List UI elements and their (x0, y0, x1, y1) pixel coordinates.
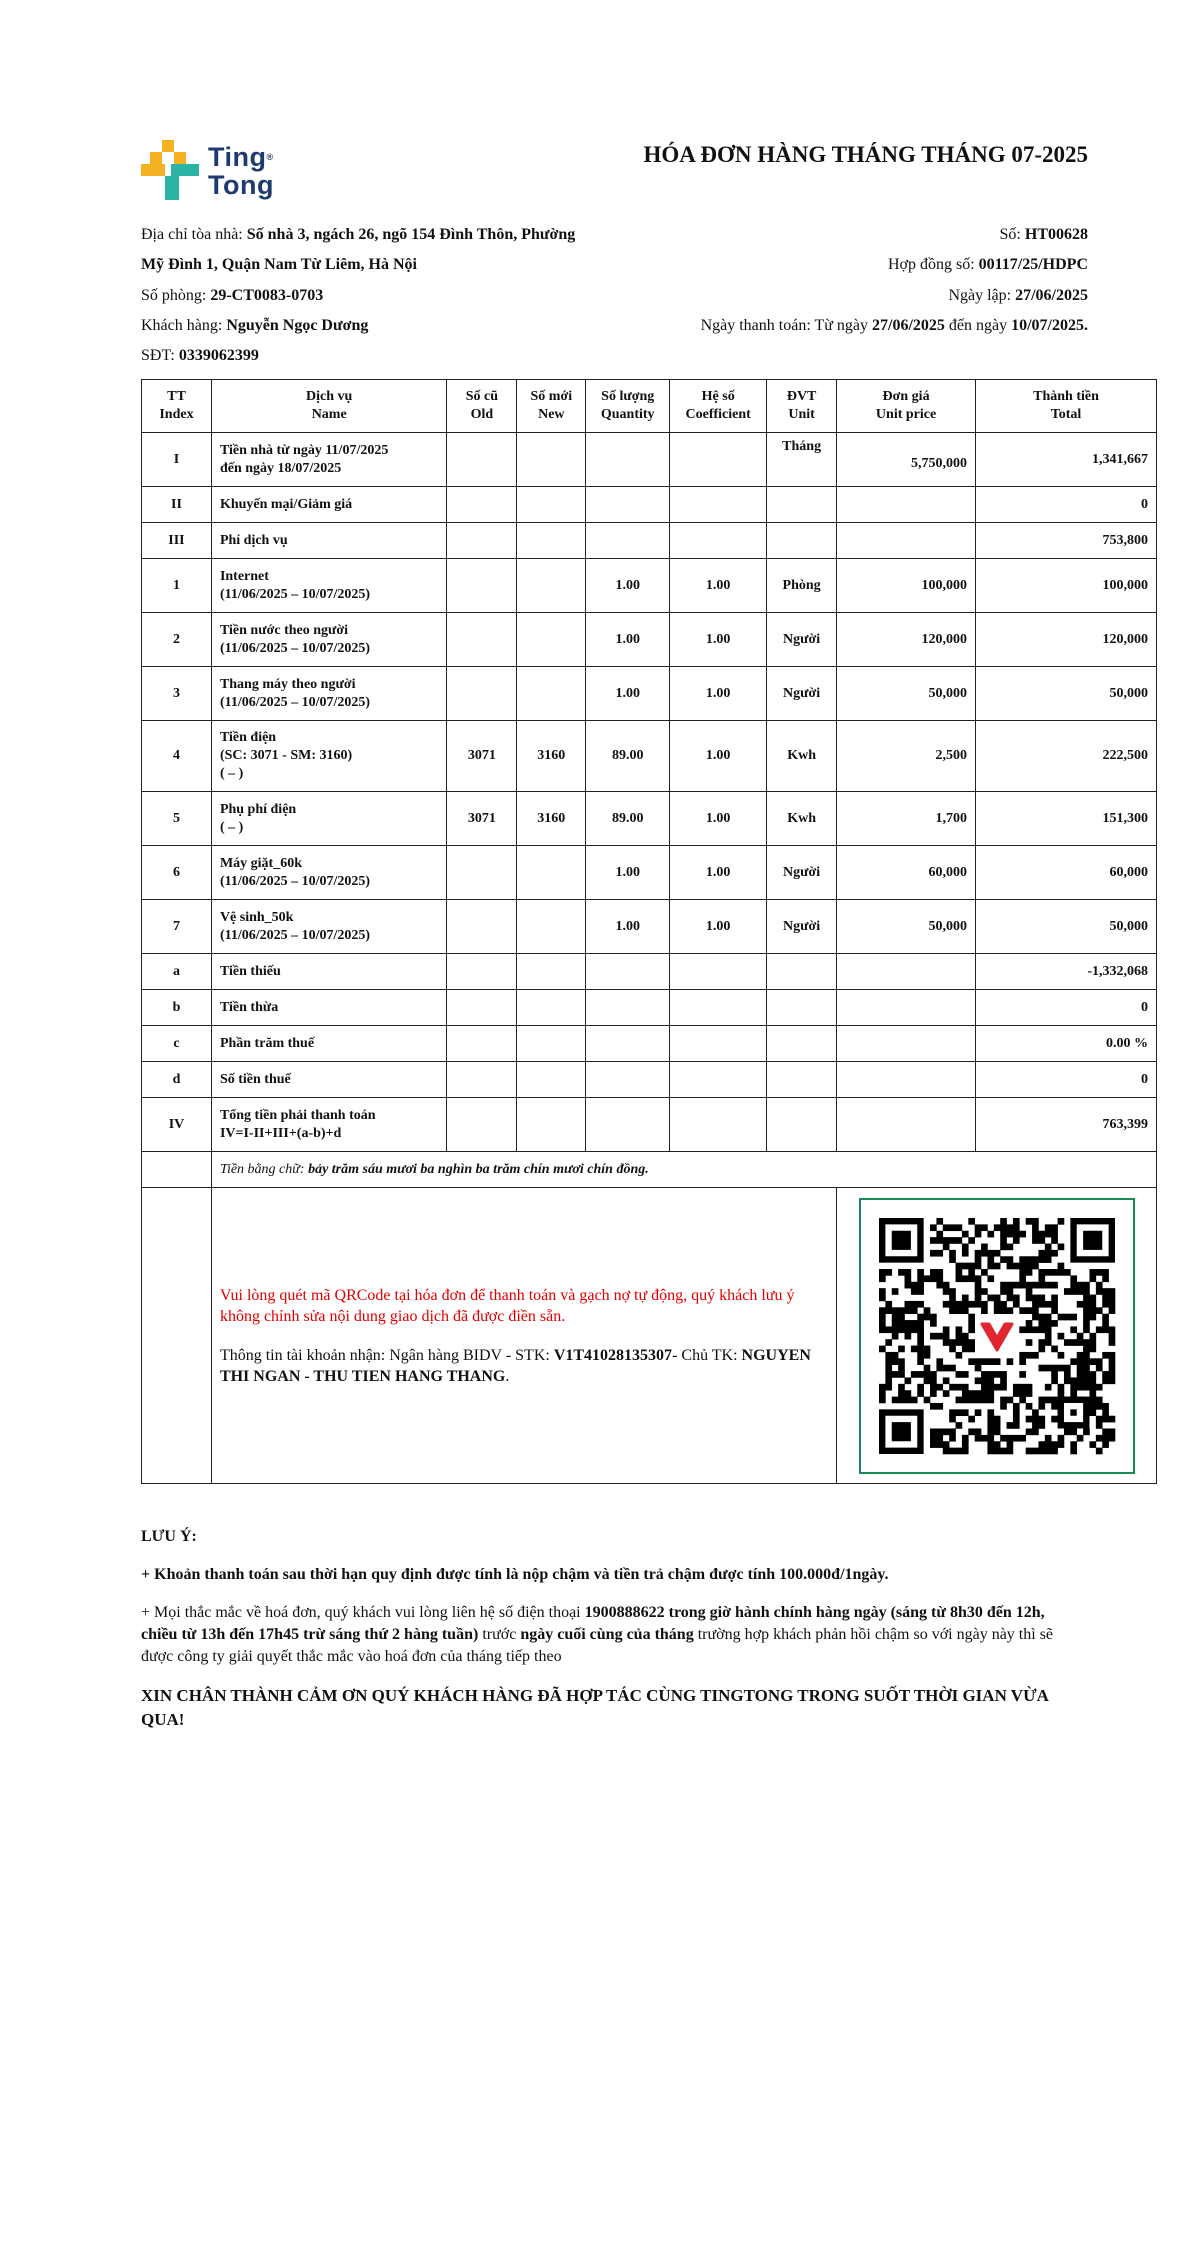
cell-old (447, 954, 517, 990)
cell-total: 222,500 (976, 721, 1157, 792)
table-row (142, 990, 1157, 1026)
column-header-label-en: Coefficient (685, 407, 751, 422)
column-header (211, 380, 447, 433)
customer-label: Khách hàng: (141, 317, 227, 334)
logo-reg: ® (266, 152, 274, 162)
table-row (142, 954, 1157, 990)
cell-name (211, 900, 447, 954)
service-name-line: Phần trăm thuế (219, 1035, 315, 1051)
cell-new (517, 613, 586, 667)
cell-idx: II (142, 487, 212, 523)
cell-total: 100,000 (976, 559, 1157, 613)
words-label: Tiền bằng chữ: (219, 1161, 309, 1177)
service-name-line: Khuyến mại/Giảm giá (219, 496, 353, 512)
phone-line (141, 346, 259, 366)
cell-unit: Tháng (767, 433, 837, 487)
cell-unit: Người (767, 667, 837, 721)
cell-idx: c (142, 1026, 212, 1062)
cell-old (447, 433, 517, 487)
cell-qty (586, 990, 670, 1026)
created-date-value: 27/06/2025 (1015, 287, 1088, 304)
table-row (142, 900, 1157, 954)
cell-coef (670, 954, 767, 990)
cell-price (837, 1098, 976, 1152)
cell-price: 50,000 (837, 900, 976, 954)
address-line-2 (141, 255, 417, 275)
column-header (767, 380, 837, 433)
notes-section (141, 1526, 1061, 1732)
contact-hours: 1900888622 trong giờ hành chính hàng ngày (sáng từ 8h30 đến 12h, chiều từ 13h đến 17h45 trừ sáng thứ 2 hàng tuần) (141, 1604, 1045, 1643)
cell-old (447, 1062, 517, 1098)
contract-label: Hợp đồng số: (887, 256, 979, 273)
column-header-label: Số lượng (601, 389, 655, 404)
cell-total: 0.00 % (976, 1026, 1157, 1062)
cell-idx: d (142, 1062, 212, 1098)
cell-unit (767, 954, 837, 990)
cell-total: 763,399 (976, 1098, 1157, 1152)
cell-old: 3071 (447, 792, 517, 846)
cell-price (837, 954, 976, 990)
cell-qty (586, 523, 670, 559)
cell-new (517, 1062, 586, 1098)
cell-total: 50,000 (976, 667, 1157, 721)
cell-total: 60,000 (976, 846, 1157, 900)
phone-label: SĐT: (141, 347, 179, 364)
cell-old (447, 487, 517, 523)
invoice-number-value: HT00628 (1024, 226, 1088, 243)
address-value-1: Số nhà 3, ngách 26, ngõ 154 Đình Thôn, Phường (246, 226, 576, 243)
column-header-label-en: Name (311, 407, 347, 422)
cell-total: 0 (976, 487, 1157, 523)
account-owner-name: NGUYEN THI NGAN - THU TIEN HANG THANG (219, 1346, 811, 1385)
service-name-line: đến ngày 18/07/2025 (219, 460, 342, 476)
contact-text-3: trước (478, 1626, 521, 1643)
cell-unit: Người (767, 846, 837, 900)
cell-price (837, 990, 976, 1026)
cell-qty (586, 1062, 670, 1098)
cell-total: -1,332,068 (976, 954, 1157, 990)
payment-period-line (701, 316, 1088, 336)
cell-idx: 4 (142, 721, 212, 792)
cell-price (837, 487, 976, 523)
table-row (142, 1026, 1157, 1062)
qr-code-icon (861, 1200, 1133, 1472)
table-row (142, 559, 1157, 613)
cell-qty: 1.00 (586, 667, 670, 721)
cell-new (517, 523, 586, 559)
service-name-line: Tiền nước theo người (219, 622, 349, 638)
cell-old (447, 613, 517, 667)
column-header-label: ĐVT (786, 389, 817, 404)
cell-name (211, 1098, 447, 1152)
account-prefix: Thông tin tài khoản nhận: Ngân hàng BIDV - STK: (219, 1346, 554, 1364)
cell-name (211, 1026, 447, 1062)
cell-old (447, 900, 517, 954)
account-end: . (505, 1367, 510, 1385)
cell-price (837, 1062, 976, 1098)
cell-price (837, 1026, 976, 1062)
cell-name (211, 523, 447, 559)
table-row (142, 1098, 1157, 1152)
cell-total: 0 (976, 990, 1157, 1026)
cell-old (447, 1026, 517, 1062)
column-header-label-en: Total (1050, 407, 1082, 422)
cell-unit: Phòng (767, 559, 837, 613)
qr-blank-cell (142, 1188, 212, 1484)
table-row (142, 523, 1157, 559)
contract-value: 00117/25/HDPC (978, 256, 1088, 273)
service-name-line: IV=I-II+III+(a-b)+d (219, 1125, 342, 1141)
cell-coef: 1.00 (670, 721, 767, 792)
cell-price (837, 523, 976, 559)
cell-qty (586, 1098, 670, 1152)
cell-idx: 1 (142, 559, 212, 613)
cell-total: 1,341,667 (976, 433, 1157, 487)
cell-new (517, 1098, 586, 1152)
column-header-label-en: New (538, 407, 565, 422)
cell-idx: I (142, 433, 212, 487)
cell-price: 1,700 (837, 792, 976, 846)
payment-to: 10/07/2025. (1011, 317, 1088, 334)
cell-coef (670, 523, 767, 559)
service-name-line: Số tiền thuế (219, 1071, 291, 1087)
cell-idx: 7 (142, 900, 212, 954)
cell-qty: 1.00 (586, 900, 670, 954)
service-name-line: Phụ phí điện (219, 801, 297, 817)
column-header-label: Dịch vụ (306, 389, 353, 404)
table-row (142, 667, 1157, 721)
account-number: V1T41028135307 (553, 1346, 673, 1364)
cell-coef (670, 433, 767, 487)
cell-unit (767, 1062, 837, 1098)
words-blank-cell (142, 1152, 212, 1188)
room-label: Số phòng: (141, 287, 211, 304)
payment-label: Ngày thanh toán: Từ ngày (700, 317, 873, 334)
cell-idx: IV (142, 1098, 212, 1152)
table-row (142, 613, 1157, 667)
table-row (142, 1062, 1157, 1098)
table-row (142, 721, 1157, 792)
cell-qty (586, 487, 670, 523)
cell-qty (586, 954, 670, 990)
account-owner-label: - Chủ TK: (672, 1346, 742, 1364)
late-payment-note: + Khoản thanh toán sau thời hạn quy định được tính là nộp chậm và tiền trả chậm được tính 100.000đ/1ngày. (141, 1566, 889, 1583)
cell-coef (670, 487, 767, 523)
cell-name (211, 792, 447, 846)
cell-idx: 6 (142, 846, 212, 900)
payment-qr-row (142, 1188, 1157, 1484)
column-header-label-en: Index (159, 407, 194, 422)
customer-line (141, 316, 368, 336)
service-name-line: (SC: 3071 - SM: 3160) (219, 748, 353, 763)
room-line (141, 286, 323, 306)
service-name-line: Tiền thiếu (219, 963, 281, 979)
column-header-label: Hệ số (701, 389, 735, 404)
created-date-label: Ngày lập: (948, 287, 1016, 304)
table-header-row (142, 380, 1157, 433)
column-header (670, 380, 767, 433)
cell-price: 100,000 (837, 559, 976, 613)
service-name-line: ( – ) (219, 766, 244, 781)
amount-in-words-row (142, 1152, 1157, 1188)
cell-name (211, 1062, 447, 1098)
contact-text-1: + Mọi thắc mắc về hoá đơn, quý khách vui lòng liên hệ số điện thoại (141, 1604, 585, 1621)
column-header-label-en: Unit (788, 407, 815, 422)
service-name-line: Internet (219, 568, 269, 584)
cell-old (447, 559, 517, 613)
cell-total: 151,300 (976, 792, 1157, 846)
cell-qty (586, 1026, 670, 1062)
table-row (142, 792, 1157, 846)
cell-coef (670, 1098, 767, 1152)
service-name-line: ( – ) (219, 819, 244, 835)
cell-name (211, 721, 447, 792)
cell-old (447, 523, 517, 559)
column-header (517, 380, 586, 433)
invoice-title: HÓA ĐƠN HÀNG THÁNG THÁNG 07-2025 (643, 142, 1088, 167)
customer-value: Nguyễn Ngọc Dương (226, 317, 369, 334)
service-name-line: Tiền nhà từ ngày 11/07/2025 (219, 442, 389, 458)
address-label: Địa chỉ tòa nhà: (141, 226, 247, 243)
created-date-line (948, 286, 1088, 306)
cell-coef (670, 1062, 767, 1098)
invoice-number-label: Số: (999, 226, 1025, 243)
address-line-1 (141, 225, 575, 245)
logo-text-ting: Ting (208, 142, 267, 172)
cell-unit: Kwh (767, 792, 837, 846)
payment-mid: đến ngày (944, 317, 1012, 334)
cell-idx: III (142, 523, 212, 559)
cell-price: 2,500 (837, 721, 976, 792)
contract-line (888, 255, 1088, 275)
cell-idx: 2 (142, 613, 212, 667)
column-header (976, 380, 1157, 433)
cell-coef: 1.00 (670, 792, 767, 846)
table-row (142, 433, 1157, 487)
cell-coef (670, 990, 767, 1026)
cell-new (517, 990, 586, 1026)
cell-new (517, 667, 586, 721)
cell-idx: b (142, 990, 212, 1026)
cell-unit (767, 990, 837, 1026)
cell-total: 0 (976, 1062, 1157, 1098)
address-value-2: Mỹ Đình 1, Quận Nam Từ Liêm, Hà Nội (141, 256, 417, 273)
cell-qty: 89.00 (586, 792, 670, 846)
contact-note (141, 1602, 1061, 1668)
cell-coef: 1.00 (670, 900, 767, 954)
column-header-label: Số cũ (465, 389, 499, 404)
cell-qty: 1.00 (586, 559, 670, 613)
payment-from: 27/06/2025 (872, 317, 945, 334)
column-header-label-en: Quantity (600, 407, 655, 422)
cell-new (517, 900, 586, 954)
cell-unit: Người (767, 900, 837, 954)
thanks-message: XIN CHÂN THÀNH CẢM ƠN QUÝ KHÁCH HÀNG ĐÃ HỢP TÁC CÙNG TINGTONG TRONG SUỐT THỜI GIAN VỪA QUA! (141, 1686, 1048, 1729)
cell-new: 3160 (517, 721, 586, 792)
cell-price: 5,750,000 (837, 433, 976, 487)
cell-name (211, 559, 447, 613)
cell-qty: 1.00 (586, 613, 670, 667)
column-header (447, 380, 517, 433)
cell-coef: 1.00 (670, 559, 767, 613)
qr-instruction: Vui lòng quét mã QRCode tại hóa đơn để thanh toán và gạch nợ tự động, quý khách lưu ý không chỉnh sửa nội dung giao dịch đã được điền sẵn. (219, 1286, 795, 1325)
column-header-label: Đơn giá (882, 389, 930, 404)
table-row (142, 487, 1157, 523)
cell-idx: 5 (142, 792, 212, 846)
cell-unit (767, 523, 837, 559)
column-header-label-en: Unit price (875, 407, 937, 422)
table-row (142, 846, 1157, 900)
cell-name (211, 846, 447, 900)
qr-cell (837, 1188, 1157, 1484)
cell-name (211, 990, 447, 1026)
contact-text-5: trường hợp khách phản hồi chậm so với ngày này thì sẽ được công ty giải quyết thắc mắc vào hoá đơn của tháng tiếp theo (141, 1626, 1054, 1665)
service-name-line: Tổng tiền phải thanh toán (219, 1107, 376, 1123)
cell-name (211, 487, 447, 523)
logo-text-tong: Tong (208, 170, 274, 200)
cell-price: 50,000 (837, 667, 976, 721)
service-name-line: Máy giặt_60k (219, 855, 302, 871)
cell-name (211, 954, 447, 990)
tingtong-logo (141, 140, 291, 202)
column-header (142, 380, 212, 433)
column-header-label: TT (167, 389, 186, 404)
cell-total: 120,000 (976, 613, 1157, 667)
cell-unit: Người (767, 613, 837, 667)
cell-price: 120,000 (837, 613, 976, 667)
service-name-line: Tiền thừa (219, 999, 279, 1015)
cell-idx: a (142, 954, 212, 990)
cell-unit (767, 1026, 837, 1062)
phone-value: 0339062399 (178, 347, 259, 364)
cell-old (447, 667, 517, 721)
cell-name (211, 433, 447, 487)
service-name-line: Thang máy theo người (219, 676, 356, 692)
contact-deadline: ngày cuối cùng của tháng (520, 1626, 694, 1643)
column-header-label: Số mới (530, 389, 573, 404)
cell-total: 753,800 (976, 523, 1157, 559)
cell-old (447, 990, 517, 1026)
column-header (837, 380, 976, 433)
cell-qty: 1.00 (586, 846, 670, 900)
cell-name (211, 667, 447, 721)
service-name-line: (11/06/2025 – 10/07/2025) (219, 927, 371, 943)
service-name-line: (11/06/2025 – 10/07/2025) (219, 873, 371, 889)
cell-unit (767, 1098, 837, 1152)
invoice-number-line (1000, 225, 1088, 245)
service-name-line: Tiền điện (219, 730, 277, 745)
cell-coef: 1.00 (670, 667, 767, 721)
cell-qty (586, 433, 670, 487)
cell-unit (767, 487, 837, 523)
cell-total: 50,000 (976, 900, 1157, 954)
cell-new (517, 559, 586, 613)
cell-new (517, 1026, 586, 1062)
amount-in-words (211, 1152, 1156, 1188)
words-value: bảy trăm sáu mươi ba nghìn ba trăm chín mươi chín đồng. (308, 1161, 649, 1177)
cell-coef: 1.00 (670, 846, 767, 900)
service-name-line: Phí dịch vụ (219, 532, 288, 548)
column-header-label-en: Old (470, 407, 494, 422)
cell-name (211, 613, 447, 667)
cell-idx: 3 (142, 667, 212, 721)
service-name-line: (11/06/2025 – 10/07/2025) (219, 640, 371, 656)
payment-qr-code[interactable] (859, 1198, 1135, 1474)
service-name-line: (11/06/2025 – 10/07/2025) (219, 586, 371, 602)
cell-new (517, 954, 586, 990)
cell-unit: Kwh (767, 721, 837, 792)
cell-price: 60,000 (837, 846, 976, 900)
cell-old (447, 846, 517, 900)
room-value: 29-CT0083-0703 (210, 287, 324, 304)
notes-heading: LƯU Ý: (141, 1528, 197, 1545)
account-info (220, 1345, 826, 1387)
column-header (586, 380, 670, 433)
payment-info-cell (211, 1188, 836, 1484)
cell-new (517, 846, 586, 900)
cell-new (517, 433, 586, 487)
cell-coef: 1.00 (670, 613, 767, 667)
bill-table (141, 379, 1157, 1484)
column-header-label: Thành tiền (1033, 389, 1099, 404)
service-name-line: (11/06/2025 – 10/07/2025) (219, 694, 371, 710)
service-name-line: Vệ sinh_50k (219, 909, 294, 925)
cell-old: 3071 (447, 721, 517, 792)
cell-old (447, 1098, 517, 1152)
cell-qty: 89.00 (586, 721, 670, 792)
cell-coef (670, 1026, 767, 1062)
cell-new: 3160 (517, 792, 586, 846)
cell-new (517, 487, 586, 523)
logo-mark-icon (141, 140, 203, 200)
